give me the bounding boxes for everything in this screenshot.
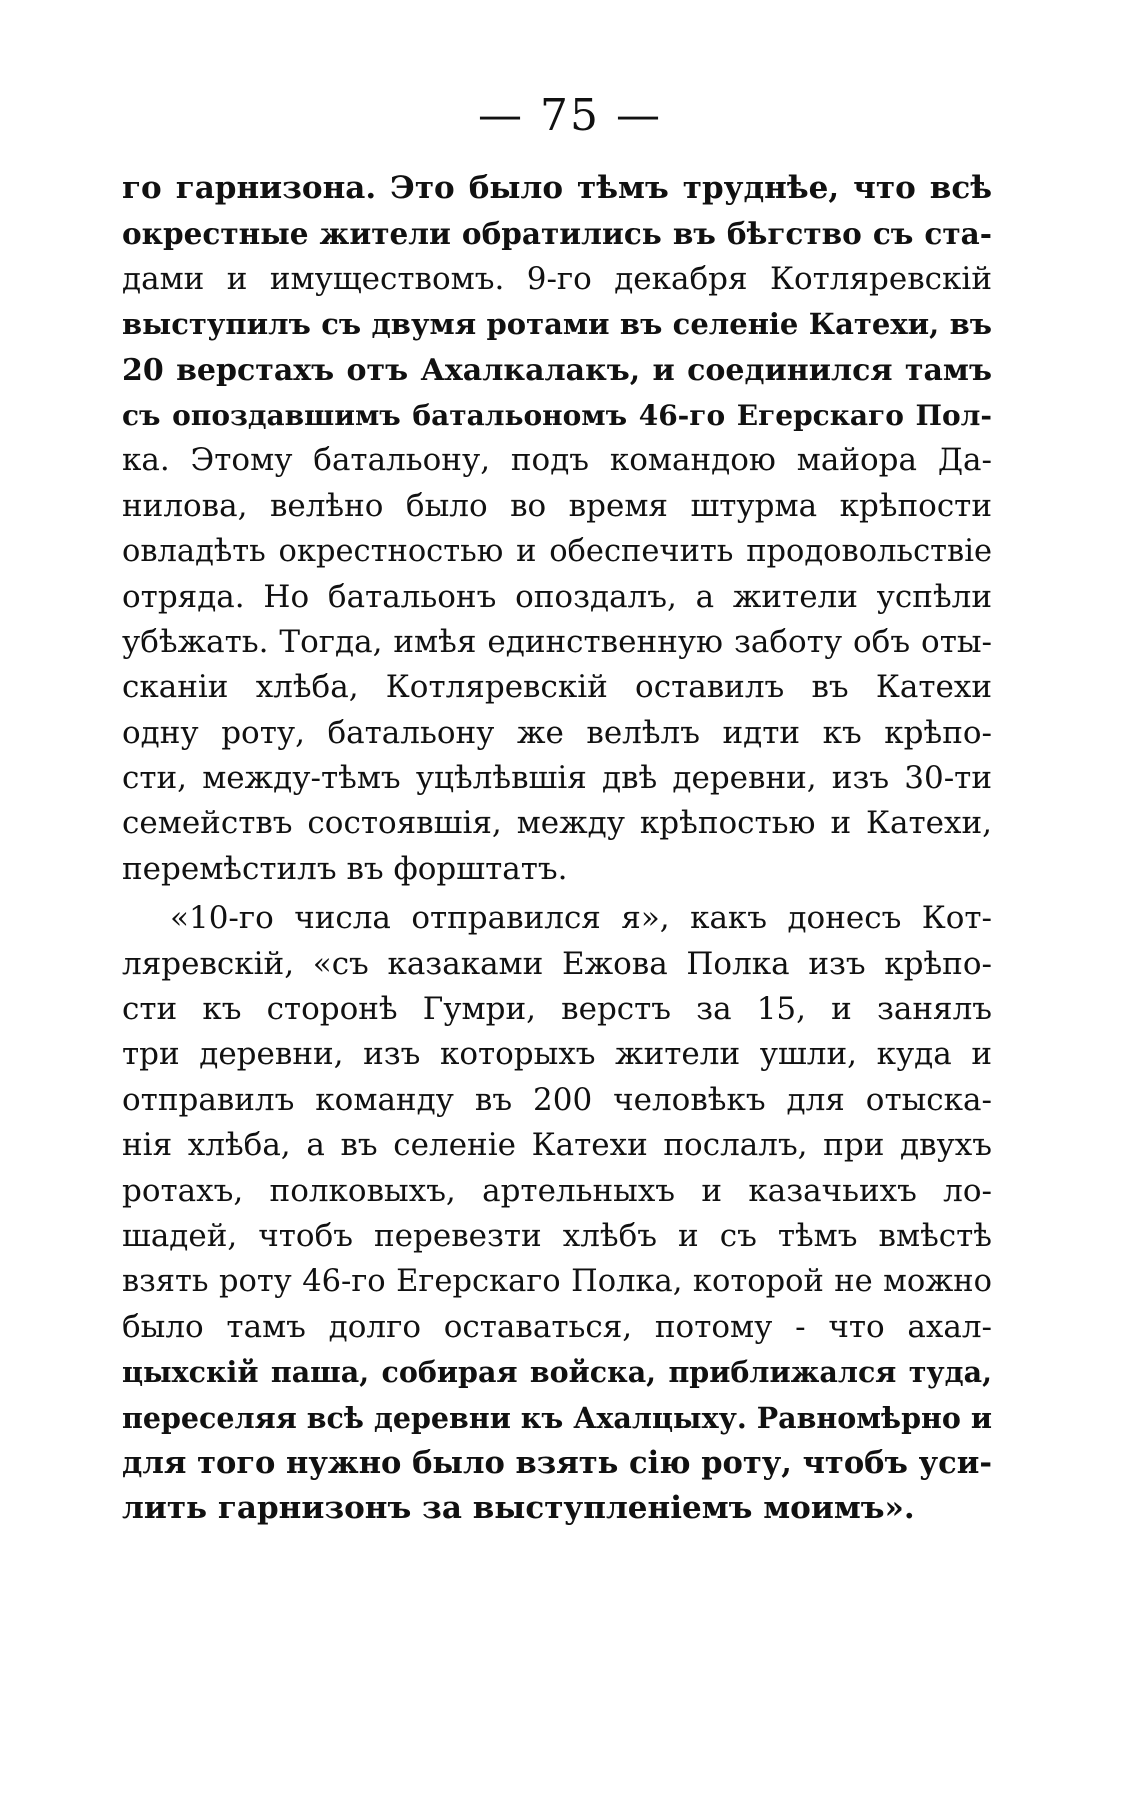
text-line: отправилъ команду въ 200 человѣкъ для отыска-	[122, 1081, 992, 1118]
text-line: овладѣть окрестностью и обеспечить продовольствіе	[122, 534, 992, 570]
text-line: 20 верстахъ отъ Ахалкалакъ, и соединился тамъ	[122, 352, 992, 388]
text-line: взять роту 46-го Егерскаго Полка, которой не можно	[122, 1264, 992, 1300]
text-line: для того нужно было взять сію роту, чтобъ уси-	[122, 1444, 992, 1481]
text-line: отряда. Но батальонъ опоздалъ, а жители успѣли	[122, 578, 992, 615]
body-text	[122, 166, 992, 1532]
text-line: сти къ сторонѣ Гумри, верстъ за 15, и занялъ	[122, 991, 992, 1028]
text-line: ка. Этому батальону, подъ командою майора Да-	[122, 442, 992, 479]
text-line: сканіи хлѣба, Котляревскій оставилъ въ Катехи	[122, 669, 992, 706]
text-line: «10-го числа отправился я», какъ донесъ Кот-	[170, 900, 992, 937]
text-line: выступилъ съ двумя ротами въ селеніе Катехи, въ	[122, 307, 992, 342]
text-line: семействъ состоявшія, между крѣпостью и Катехи,	[122, 805, 992, 842]
text-line: цыхскій паша, собирая войска, приближался туда,	[122, 1355, 992, 1390]
text-line: перемѣстилъ въ форштатъ.	[122, 850, 568, 887]
text-line: нія хлѣба, а въ селеніе Катехи послалъ, при двухъ	[122, 1127, 992, 1164]
paragraph-2	[122, 896, 992, 1531]
text-line: было тамъ долго оставаться, потому - что ахал-	[122, 1308, 992, 1345]
text-line: переселяя всѣ деревни къ Ахалцыху. Равномѣрно и	[122, 1400, 992, 1435]
text-line: ротахъ, полковыхъ, артельныхъ и казачьихъ ло-	[122, 1172, 992, 1209]
page-number: — 75 —	[478, 90, 662, 141]
text-line: го гарнизона. Это было тѣмъ труднѣе, что всѣ	[122, 170, 992, 206]
text-line: дами и имуществомъ. 9-го декабря Котляревскій	[122, 260, 992, 297]
text-line: одну роту, батальону же велѣлъ идти къ крѣпо-	[122, 714, 992, 751]
text-line: убѣжать. Тогда, имѣя единственную заботу объ оты-	[122, 623, 992, 660]
text-line: три деревни, изъ которыхъ жители ушли, куда и	[122, 1036, 992, 1073]
text-line: съ опоздавшимъ батальономъ 46-го Егерскаго Пол-	[122, 398, 992, 432]
text-line: ляревскій, «съ казаками Ежова Полка изъ крѣпо-	[122, 945, 992, 982]
text-line: окрестные жители обратились въ бѣгство съ ста-	[122, 216, 992, 252]
text-line: лить гарнизонъ за выступленіемъ моимъ».	[122, 1490, 915, 1527]
text-line: сти, между-тѣмъ уцѣлѣвшія двѣ деревни, изъ 30-ти	[122, 760, 992, 797]
text-line: шадей, чтобъ перевезти хлѣбъ и съ тѣмъ вмѣстѣ	[122, 1217, 992, 1254]
paragraph-1	[122, 166, 992, 892]
text-line: нилова, велѣно было во время штурма крѣпости	[122, 487, 992, 524]
